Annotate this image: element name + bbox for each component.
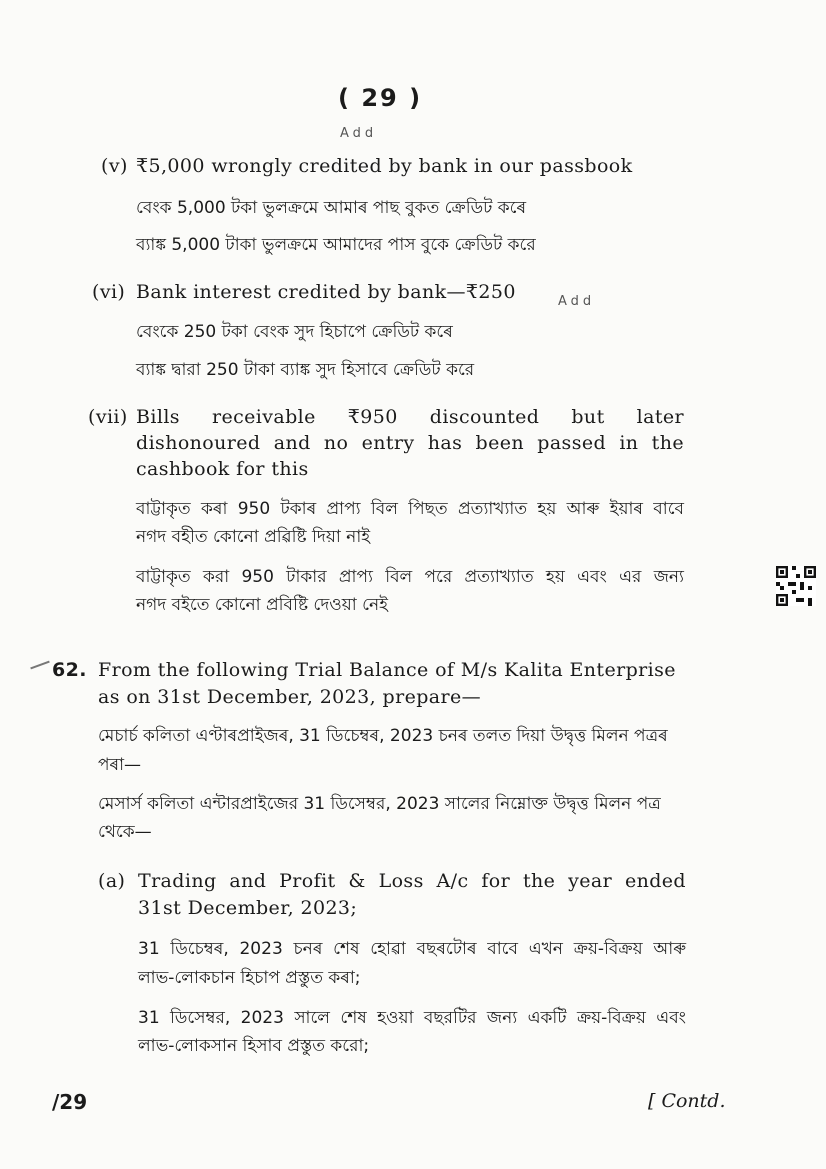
- handwritten-note: Add: [340, 126, 378, 141]
- item-number: (vii): [88, 406, 128, 428]
- item-vii-bengali-line2: নগদ বইতে কোনো প্রবিষ্টি দেওয়া নেই: [136, 595, 388, 615]
- question-62-bengali-line2: থেকে—: [98, 822, 152, 842]
- part-a-english-line2: 31st December, 2023;: [138, 897, 358, 919]
- item-vii-english: Bills receivable ₹950 discounted but later dishonoured and no entry has been passed in the cashbook for this: [136, 406, 684, 480]
- part-a-assamese-line1: 31 ডিচেম্বৰ, 2023 চনৰ শেষ হোৱা বছৰটোৰ বাবে এখন ক্ৰয়-বিক্ৰয় আৰু: [138, 939, 686, 959]
- continued-label: [ Contd.: [648, 1090, 726, 1112]
- part-a-assamese-line2: লাভ-লোকচান হিচাপ প্ৰস্তুত কৰা;: [138, 968, 361, 988]
- handwritten-note: Add: [558, 294, 596, 309]
- pen-mark: [30, 661, 49, 670]
- item-v-english: ₹5,000 wrongly credited by bank in our passbook: [136, 155, 633, 177]
- part-a-bengali-line2: লাভ-লোকসান হিসাব প্রস্তুত করো;: [138, 1036, 370, 1056]
- question-62-assamese-line1: মেচাৰ্চ কলিতা এণ্টাৰপ্ৰাইজৰ, 31 ডিচেম্বৰ, 2023 চনৰ তলত দিয়া উদ্বৃত্ত মিলন পত্ৰৰ: [98, 726, 668, 746]
- question-62-assamese-line2: পৰা—: [98, 755, 142, 775]
- item-v-assamese: বেংক 5,000 টকা ভুলক্ৰমে আমাৰ পাছ বুকত ক্ৰেডিট কৰে: [136, 198, 527, 218]
- item-vi-english: Bank interest credited by bank—₹250: [136, 281, 516, 303]
- part-a-english-line1: Trading and Profit & Loss A/c for the year ended: [138, 870, 686, 892]
- question-62-bengali-line1: মেসার্স কলিতা এন্টারপ্রাইজের 31 ডিসেম্বর, 2023 সালের নিম্নোক্ত উদ্বৃত্ত মিলন পত্র: [98, 794, 661, 814]
- page-number: ( 29 ): [338, 84, 423, 112]
- item-number: (a): [98, 870, 126, 892]
- item-number: (vi): [92, 281, 126, 303]
- item-vii-assamese-line1: বাট্টাকৃত কৰা 950 টকাৰ প্ৰাপ্য বিল পিছত প্ৰত্যাখ্যাত হয় আৰু ইয়াৰ বাবে: [136, 499, 684, 519]
- qr-code: [776, 566, 816, 606]
- question-62-english-line2: as on 31st December, 2023, prepare—: [98, 686, 482, 708]
- part-a-bengali-line1: 31 ডিসেম্বর, 2023 সালে শেষ হওয়া বছরটির জন্য একটি ক্রয়-বিক্রয় এবং: [138, 1008, 686, 1028]
- page-code: /29: [52, 1090, 88, 1114]
- item-vii-assamese-line2: নগদ বহীত কোনো প্ৰৱিষ্টি দিয়া নাই: [136, 527, 371, 547]
- item-vi-bengali: ব্যাঙ্ক দ্বারা 250 টাকা ব্যাঙ্ক সুদ হিসাবে ক্রেডিট করে: [136, 360, 475, 380]
- item-vi-assamese: বেংকে 250 টকা বেংক সুদ হিচাপে ক্ৰেডিট কৰে: [136, 322, 453, 342]
- question-number: 62.: [52, 659, 87, 681]
- item-v-bengali: ব্যাঙ্ক 5,000 টাকা ভুলক্রমে আমাদের পাস বুকে ক্রেডিট করে: [136, 235, 536, 255]
- item-number: (v): [101, 155, 128, 177]
- question-62-english-line1: From the following Trial Balance of M/s Kalita Enterprise: [98, 659, 676, 681]
- item-vii-bengali-line1: বাট্টাকৃত করা 950 টাকার প্রাপ্য বিল পরে প্রত্যাখ্যাত হয় এবং এর জন্য: [136, 567, 684, 587]
